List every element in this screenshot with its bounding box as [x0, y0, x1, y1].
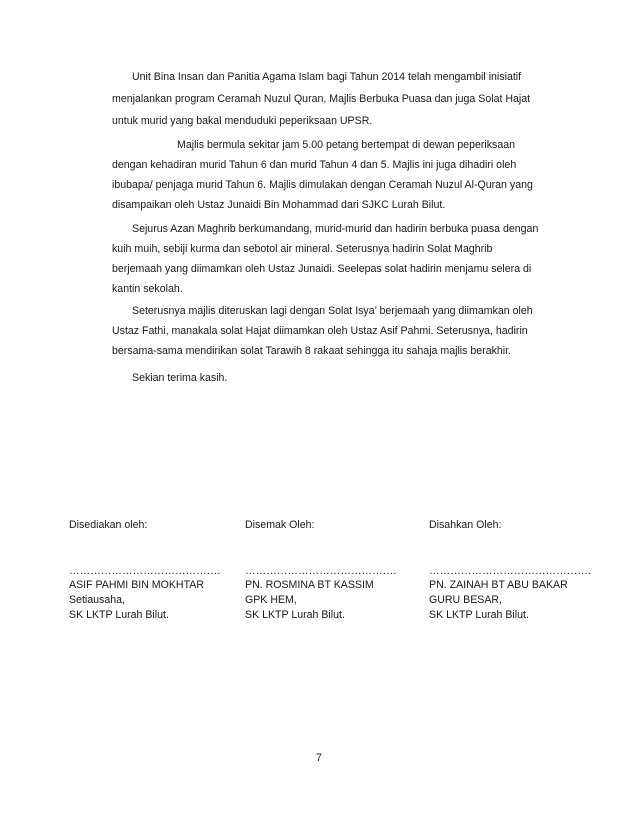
paragraph-line: Sejurus Azan Maghrib berkumandang, murid-murid dan hadirin berbuka puasa dengan [132, 223, 539, 235]
signatory-organization: SK LKTP Lurah Bilut. [245, 609, 345, 621]
signatory-name: PN. ROSMINA BT KASSIM [245, 579, 374, 591]
paragraph-line: Ustaz Fathi, manakala solat Hajat diimamkan oleh Ustaz Asif Pahmi. Seterusnya, hadirin [112, 325, 528, 337]
signatory-name: PN. ZAINAH BT ABU BAKAR [429, 579, 568, 591]
signature-dots: ……………………………………. [245, 565, 397, 577]
signatory-title: GPK HEM, [245, 594, 297, 606]
signatory-organization: SK LKTP Lurah Bilut. [69, 609, 169, 621]
paragraph-line: berjemaah yang diimamkan oleh Ustaz Junaidi. Seelepas solat hadirin menjamu selera di [112, 263, 532, 275]
paragraph-line: bersama-sama mendirikan solat Tarawih 8 rakaat sehingga itu sahaja majlis berakhir. [112, 345, 512, 357]
paragraph-line: kuih muih, sebiji kurma dan sebotol air mineral. Seterusnya hadirin Solat Maghrib [112, 243, 493, 255]
signature-dots: ……………………………………. [69, 565, 221, 577]
signatory-organization: SK LKTP Lurah Bilut. [429, 609, 529, 621]
signatory-title: GURU BESAR, [429, 594, 502, 606]
paragraph-line: dengan kehadiran murid Tahun 6 dan murid Tahun 4 dan 5. Majlis ini juga dihadiri oleh [112, 159, 517, 171]
page-number: 7 [316, 752, 322, 764]
closing-text: Sekian terima kasih. [132, 372, 228, 384]
paragraph-line: menjalankan program Ceramah Nuzul Quran, Majlis Berbuka Puasa dan juga Solat Hajat [112, 93, 531, 105]
signatory-name: ASIF PAHMI BIN MOKHTAR [69, 579, 204, 591]
signature-dots: ………………………………………. [429, 565, 591, 577]
paragraph-line: disampaikan oleh Ustaz Junaidi Bin Mohammad dari SJKC Lurah Bilut. [112, 199, 446, 211]
signature-heading: Disediakan oleh: [69, 519, 148, 531]
paragraph-line: Unit Bina Insan dan Panitia Agama Islam bagi Tahun 2014 telah mengambil inisiatif [132, 71, 522, 83]
paragraph-line: untuk murid yang bakal menduduki peperiksaan UPSR. [112, 115, 373, 127]
signatory-title: Setiausaha, [69, 594, 125, 606]
signature-heading: Disahkan Oleh: [429, 519, 502, 531]
paragraph-line: kantin sekolah. [112, 283, 183, 295]
signature-heading: Disemak Oleh: [245, 519, 315, 531]
paragraph-line: Seterusnya majlis diteruskan lagi dengan Solat Isya’ berjemaah yang diimamkan oleh [132, 305, 533, 317]
paragraph-line: Majlis bermula sekitar jam 5.00 petang bertempat di dewan peperiksaan [177, 139, 516, 151]
paragraph-line: ibubapa/ penjaga murid Tahun 6. Majlis dimulakan dengan Ceramah Nuzul Al-Quran yang [112, 179, 533, 191]
